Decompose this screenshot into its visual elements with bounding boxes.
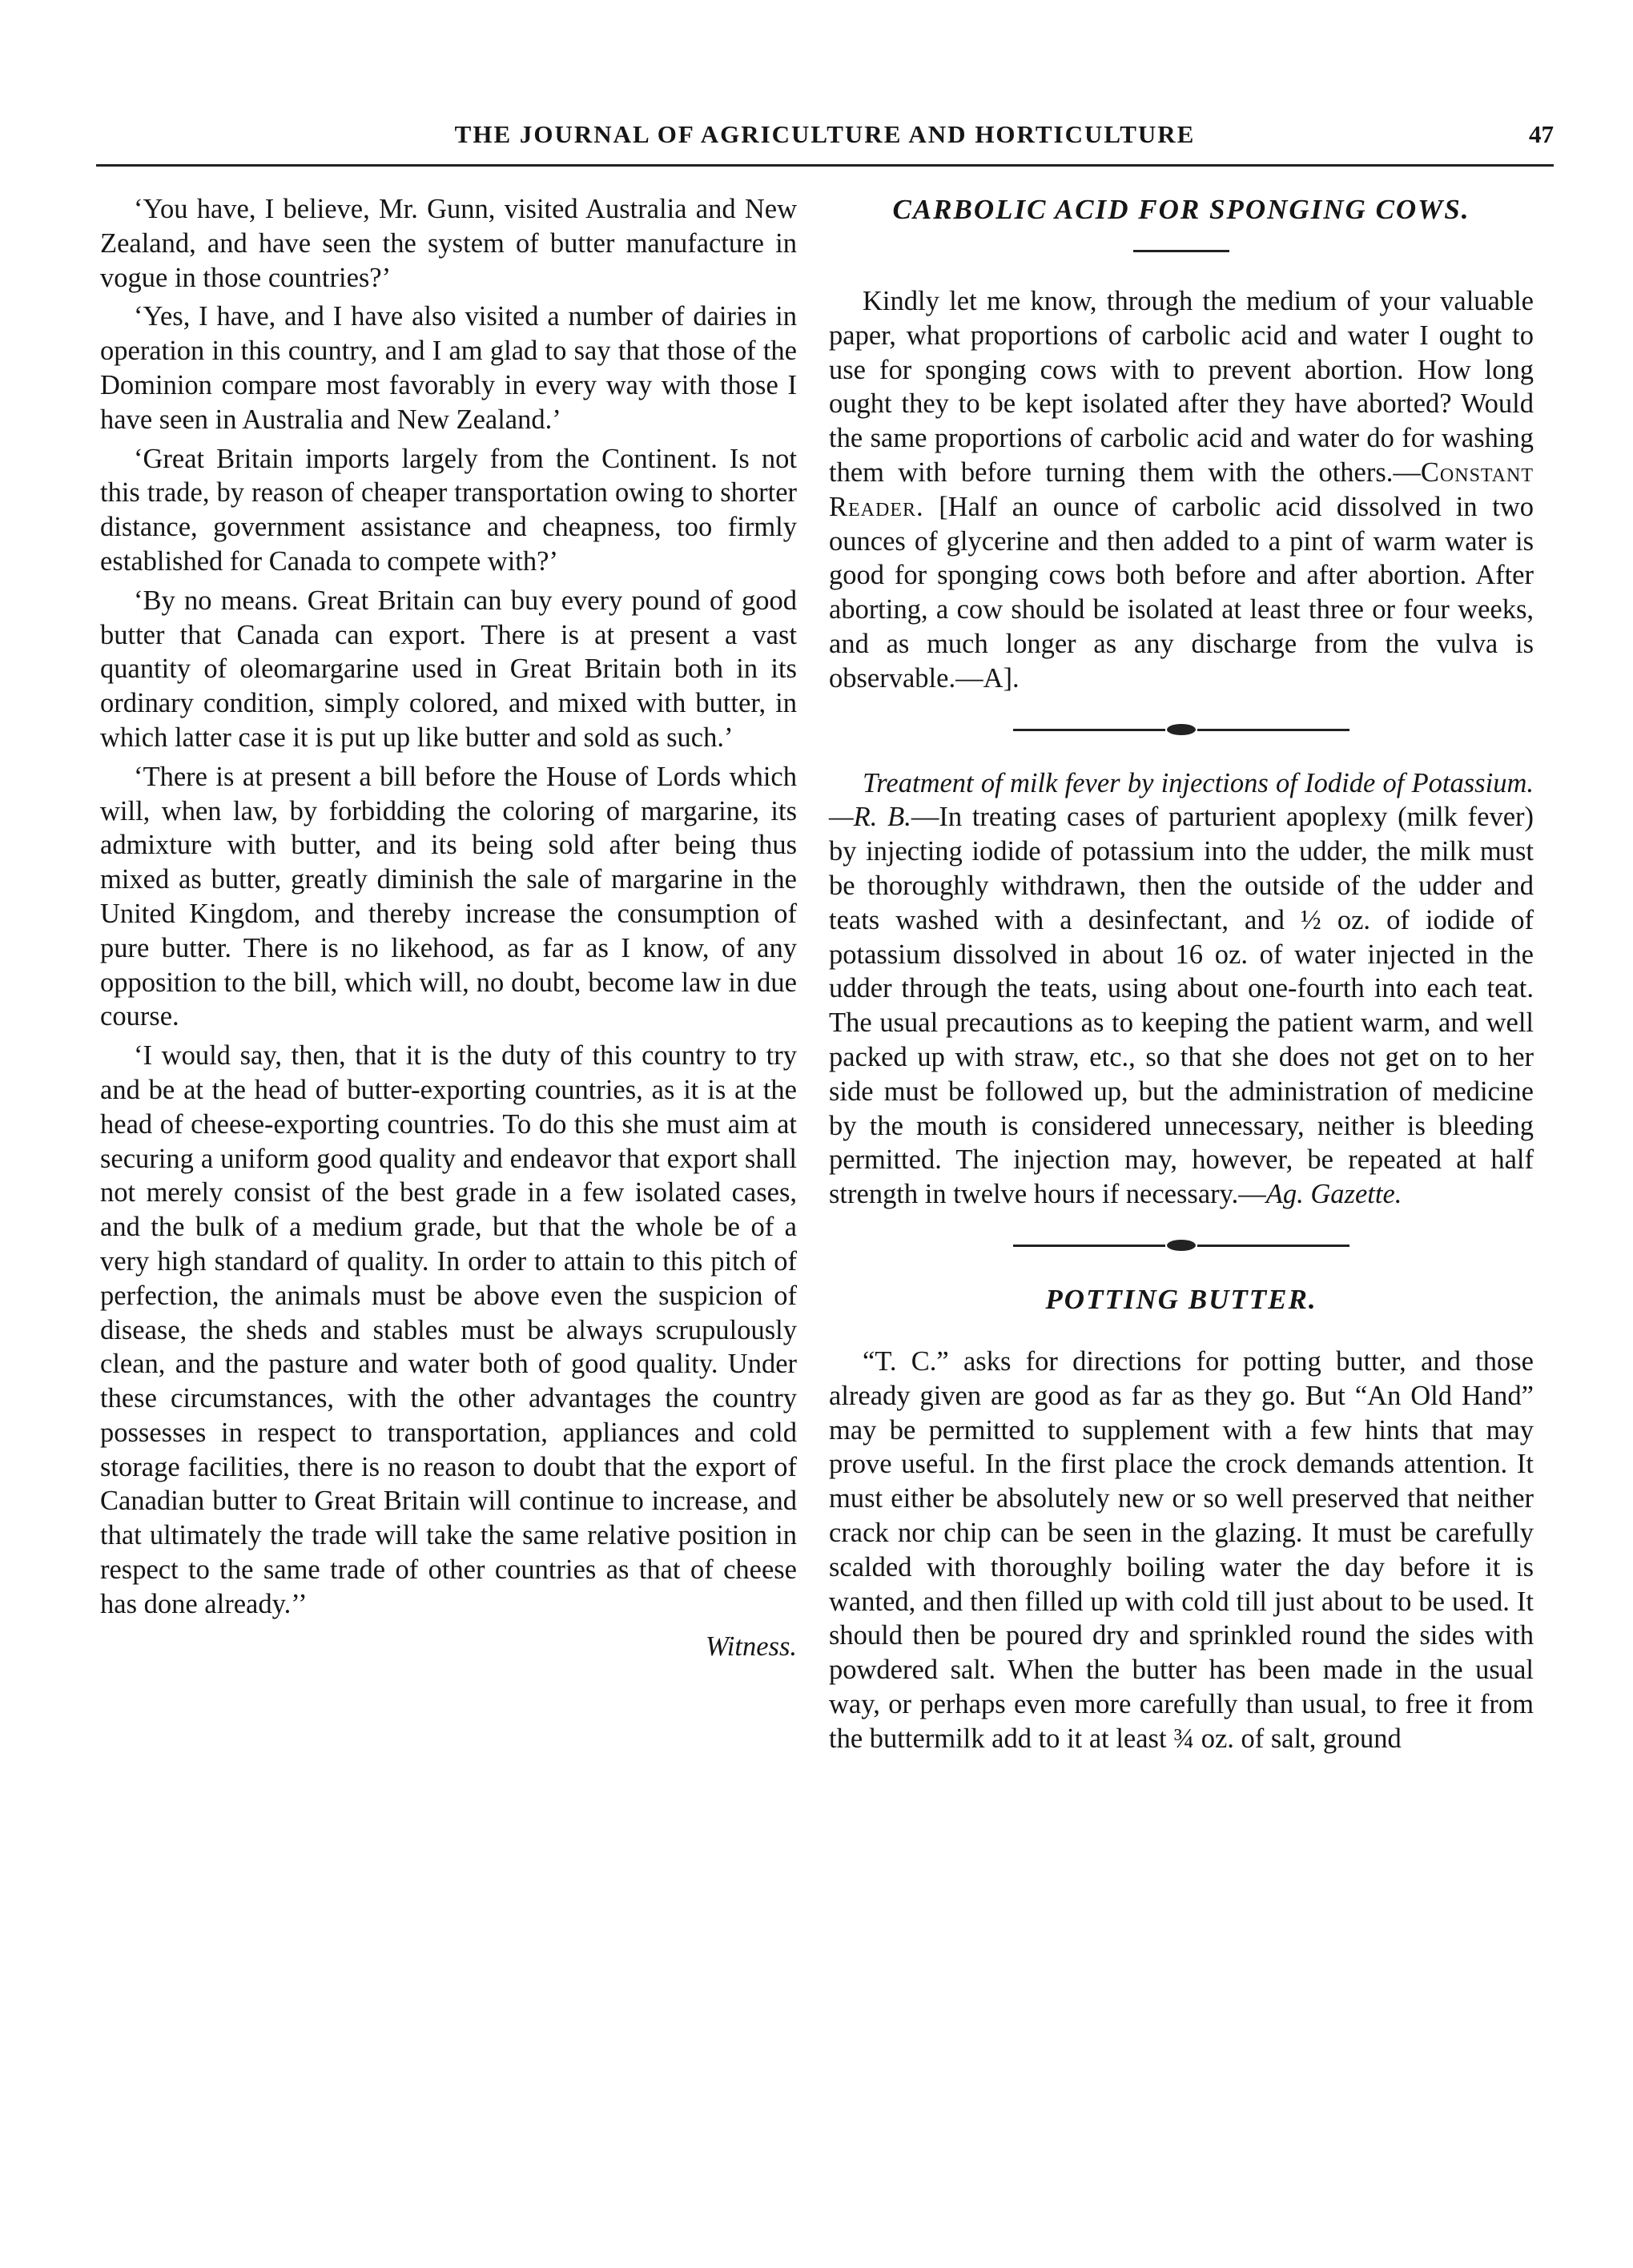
editor-reply: [Half an ounce of carbolic acid dissolved in two ounces of glycerine and then added to a pint of warm water is good for sponging cows both before and after abortion. After aborting, a cow should be isolated at least three or four weeks, and as much longer as any discharge from the vulva is observable.—A]. [829, 491, 1534, 694]
interview-paragraph: ‘There is at present a bill before the House of Lords which will, when law, by forbidding the coloring of margarine, its admixture with butter, and its being sold after being thus mixed as butter, greatly diminish the sale of margarine in the United Kingdom, and thereby increase the consumption of pure butter. There is no likehood, as far as I know, of any opposition to the bill, which will, no doubt, become law in due course. [100, 761, 797, 1032]
journal-title: THE JOURNAL OF AGRICULTURE AND HORTICULTURE [454, 120, 1196, 148]
letter-text: Kindly let me know, through the medium of your valuable paper, what proportions of carbolic acid and water I ought to use for sponging cows with to prevent abortion. How long ought they to be kept isolated after they have aborted? Would the same proportions of carbolic acid and water do for washing them with before turning them with the others.— [829, 286, 1534, 488]
ornament-line [1013, 729, 1165, 731]
milk-fever-article [829, 766, 1534, 1212]
heading-rule [1133, 250, 1229, 252]
carbolic-acid-article [829, 192, 1534, 696]
section-ornament [1013, 1234, 1349, 1258]
article-heading: CARBOLIC ACID FOR SPONGING COWS. [892, 194, 1470, 225]
interview-paragraph: ‘By no means. Great Britain can buy every pound of good butter that Canada can export. There is at present a vast quantity of oleomargarine used in Great Britain both in its ordinary condition, simply colored, and mixed with butter, in which latter case it is put up like butter and sold as such.’ [100, 585, 797, 753]
ornament-dot [1167, 1240, 1196, 1251]
article-body [829, 284, 1534, 696]
letter-author: Constant Reader. [829, 456, 1534, 522]
article-body: “T. C.” asks for directions for potting butter, and those already given are good as far as they go. But “An Old Hand” may be permitted to supplement with a few hints that may prove useful. In the first place the crock demands attention. It must either be absolutely new or so well preserved that neither crack nor chip can be seen in the glazing. It must be carefully scalded with thoroughly boiling water the day before it is wanted, and then filled up with cold till just about to be used. It should then be poured dry and sprinkled round the sides with powdered salt. When the butter has been made in the usual way, or perhaps even more carefully than usual, to free it from the buttermilk add to it at least ¾ oz. of salt, ground [829, 1345, 1534, 1754]
article-heading: POTTING BUTTER. [1045, 1283, 1317, 1315]
running-head [96, 120, 1554, 159]
article-text: —In treating cases of parturient apoplexy (milk fever) by injecting iodide of potassium into the udder, the milk must be thoroughly withdrawn, then the outside of the udder and teats washed with a desinfectant, and ½ oz. of iodide of potassium dissolved in about 16 oz. of water injected in the udder through the teats, using about one-fourth into each teat. The usual precautions as to keeping the patient warm, and well packed up with straw, etc., so that she does not get on to her side must be followed up, but the administration of medicine by the mouth is considered unnecessary, neither is bleeding permitted. The injection may, however, be repeated at half strength in twelve hours if necessary.— [829, 802, 1534, 1210]
article-title: Treatment of milk fever by injections of Iodide of Potassium. [863, 767, 1534, 798]
header-rule [96, 164, 1554, 167]
ornament-line [1013, 1245, 1165, 1247]
page-number: 47 [1529, 120, 1554, 148]
left-column [100, 192, 797, 1663]
interview-paragraph: ‘I would say, then, that it is the duty of this country to try and be at the head of butter-exporting countries, as it is at the head of cheese-exporting countries. To do this she must aim at securing a uniform good quality and endeavor that export shall not merely consist of the best grade in a few isolated cases, and the bulk of a medium grade, but that the whole be of a very high standard of quality. In order to attain to this pitch of perfection, the animals must be above even the suspicion of disease, the sheds and stables must be always scrupulously clean, and the pasture and water both of good quality. Under these circumstances, with the other advantages the country possesses in respect to transportation, appliances and cold storage facilities, there is no reason to doubt that the export of Canadian butter to Great Britain will continue to increase, and that ultimately the trade will take the same relative position in respect to the same trade of other countries as that of cheese has done already.’’ [100, 1040, 797, 1619]
interview-paragraph: ‘You have, I believe, Mr. Gunn, visited Australia and New Zealand, and have seen the system of butter manufacture in vogue in those countries?’ [100, 194, 797, 293]
article-byline: —R. B. [829, 802, 911, 833]
interview-paragraph: ‘Great Britain imports largely from the Continent. Is not this trade, by reason of cheaper transportation owing to shorter distance, government assistance and cheapness, too firmly established for Canada to compete with?’ [100, 443, 797, 577]
ornament-line [1197, 729, 1349, 731]
interview-paragraph: ‘Yes, I have, and I have also visited a number of dairies in operation in this country, and I am glad to say that those of the Dominion compare most favorably in every way with those I have seen in Australia and New Zealand.’ [100, 301, 797, 435]
ornament-line [1197, 1245, 1349, 1247]
section-ornament [1013, 718, 1349, 742]
potting-butter-article [829, 1282, 1534, 1756]
article-body [829, 766, 1534, 1212]
right-column [829, 192, 1534, 1760]
ornament-dot [1167, 724, 1196, 735]
article-source: Ag. Gazette. [1265, 1179, 1402, 1210]
source-signature: Witness. [705, 1631, 797, 1662]
